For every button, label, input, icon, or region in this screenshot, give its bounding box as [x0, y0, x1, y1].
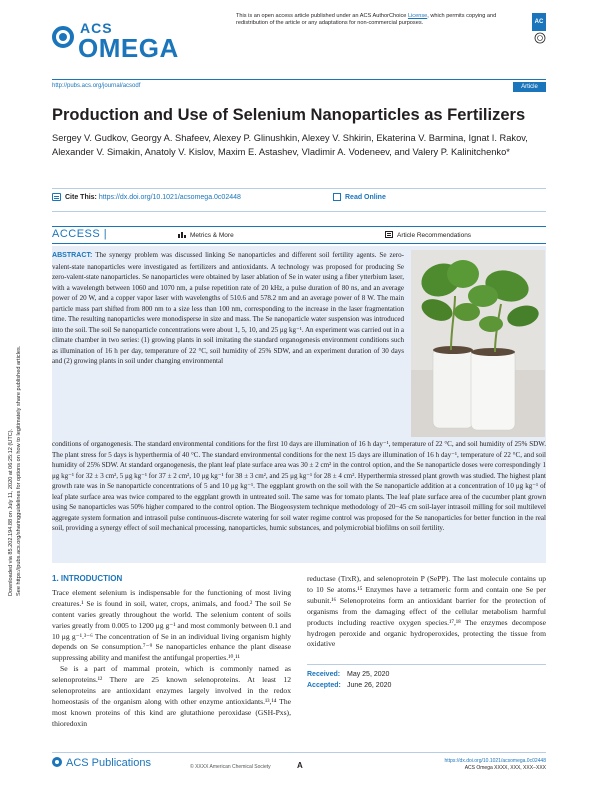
- article-type-tag: Article: [513, 82, 546, 92]
- footer-doi-link[interactable]: https://dx.doi.org/10.1021/acsomega.0c02448: [444, 758, 546, 764]
- abstract-part1: The synergy problem was discussed linking Se nanoparticles and different soil fertility agents. Se zero-valent-state nanoparticles were investigated as fertilizers and antioxidants. A technology was proposed for producing Se zero-valent-state nanoparticles. Se nanoparticles were obtained by laser ablation of Se in water using a fiber ytterbium laser, with a wavelength between 1060 and 1070 nm, a pulse repetition rate of 20 kHz, a pulse duration of 80 ns, and an average power of 20 W, and a copper vapor laser with wavelengths of 510.6 and 578.2 nm and an average power of 8 W. The main particle mass part shifted from 800 nm to a size less than 100 nm, corresponding to the increase in the laser fragmentation time. The resulting nanoparticles were monodisperse in size and mass. The Se nanoparticle water suspension was introduced into the soil. The soil Se nanoparticle concentrations were about 1, 5, 10, and 25 μg kg⁻¹. An experiment was carried out in a climate chamber in two series: (1) growing plants in soil imitating the standard organogenesis environment conditions such as illumination of 16 h per day, temperature of 22 °C, soil humidity of 25% SDW, and an experiment duration of 30 days and (2) growing plants in soil under changing environmental: [52, 251, 404, 365]
- open-access-notice: [236, 13, 526, 27]
- access-label: ACCESS |: [52, 228, 108, 240]
- acs-omega-logo-icon: [52, 26, 74, 48]
- acs-publications-icon: [52, 757, 62, 767]
- notice-text-post: , which permits copying and redistribution of the article or any adaptations for non-commercial purposes.: [236, 13, 497, 26]
- cite-this: [52, 193, 241, 201]
- accepted-date: June 26, 2020: [347, 682, 392, 689]
- cite-label: Cite This:: [65, 193, 97, 201]
- recommendations-icon: [385, 231, 393, 238]
- cite-icon: [52, 193, 61, 201]
- article-dates: [307, 669, 391, 691]
- plant-photo-graphical-abstract: [411, 250, 545, 437]
- footer-divider: [52, 752, 546, 753]
- received-row: [307, 669, 391, 680]
- read-online-icon: [333, 193, 341, 201]
- section-heading-introduction: 1. INTRODUCTION: [52, 574, 123, 583]
- footer-citation: [420, 758, 546, 772]
- abstract-text-top: [52, 250, 404, 367]
- dates-divider: [307, 664, 546, 665]
- download-note-line2: See https://pubs.acs.org/sharingguidelines for options on how to legitimately share published articles.: [16, 345, 22, 596]
- copyright: © XXXX American Chemical Society: [190, 764, 271, 770]
- acs-publications-logo: [52, 757, 151, 769]
- accepted-label: Accepted:: [307, 682, 341, 689]
- read-online-button[interactable]: [333, 193, 386, 201]
- author-list: Sergey V. Gudkov, Georgy A. Shafeev, Alexey P. Glinushkin, Alexey V. Shkirin, Ekaterina V. Barmina, Ignat I. Rakov, Alexander V. Simakin, Anatoly V. Kislov, Maxim E. Astashev, Vladimir A. Vodeneev, and Valery P. Kalinitchenko*: [52, 133, 528, 157]
- intro-paragraph-3: reductase (TrxR), and selenoprotein P (SePP). The last molecule contains up to 10 Se atoms.¹⁵ Enzymes have a tetrameric form and contain one Se per subunit.¹⁶ Selenoproteins form an antioxidant barrier for the protection of organisms from the damaging effect of the cellular metabolism harmful products including reactive oxygen species.¹⁷,¹⁸ The enzymes decompose hydrogen peroxide and organic hydroperoxides, protecting the tissue from oxidative: [307, 574, 546, 649]
- download-note: [2, 240, 28, 600]
- body-column-left: [52, 574, 291, 730]
- publisher-name: ACS Publications: [66, 757, 151, 769]
- logo-acs-text: ACS: [80, 20, 113, 36]
- body-column-right: [307, 574, 546, 650]
- received-label: Received:: [307, 671, 341, 678]
- journal-url-link[interactable]: http://pubs.acs.org/journal/acsodf: [52, 83, 141, 89]
- access-text: ACCESS: [52, 228, 101, 240]
- read-online-label: Read Online: [345, 193, 386, 201]
- page-number: A: [297, 761, 303, 770]
- recommendations-label: Article Recommendations: [397, 232, 472, 239]
- cite-divider-bottom: [52, 211, 546, 212]
- logo-omega-text: OMEGA: [78, 33, 179, 63]
- received-date: May 25, 2020: [347, 671, 390, 678]
- intro-paragraph-2: Se is a part of mammal protein, which is commonly named as selenoproteins.¹² There are 25 known selenoproteins. At least 12 selenoproteins are antioxidant enzymes largely involved in the redox homeostasis of the organism along with other enzyme antioxidants.¹³,¹⁴ The most known proteins of this kind are glutathione peroxidase (GSH-Pxs), thioredoxin: [52, 664, 291, 728]
- metrics-label: Metrics & More: [190, 232, 234, 239]
- license-link[interactable]: License: [407, 13, 428, 19]
- notice-text-pre: This is an open access article published under an ACS AuthorChoice: [236, 13, 408, 19]
- access-bar: [52, 226, 546, 244]
- seal-icon: [534, 32, 546, 44]
- header-divider: [52, 79, 546, 80]
- accepted-row: [307, 680, 391, 691]
- metrics-more-button[interactable]: [178, 231, 234, 239]
- authorchoice-badge: AC: [532, 13, 546, 31]
- cite-doi-link[interactable]: https://dx.doi.org/10.1021/acsomega.0c02448: [98, 193, 241, 201]
- footer-journal-citation: ACS Omega XXXX, XXX, XXX−XXX: [464, 765, 546, 771]
- bar-chart-icon: [178, 231, 186, 238]
- abstract-text-bottom: conditions of organogenesis. The standard environmental conditions for the first 10 days are illumination of 16 h day⁻¹, temperature of 22 °C, and soil humidity of 25% SDW. The plant stress for 5 days is hyperthermia of 40 °C. The standard environmental conditions for the next 15 days are illumination of 16 h day⁻¹, temperature of 22 °C, and soil humidity of 25% SDW. At standard organogenesis, the plant leaf plate surface area was 30 ± 2 cm² in the control option, and the Se nanoparticle doses were correspondingly 1 μg kg⁻¹ for 32 ± 3 cm², 5 μg kg⁻¹ for 37 ± 2 cm², 10 μg kg⁻¹ for 38 ± 3 cm², and 25 μg kg⁻¹ for 28 ± 4 cm². Hyperthermia stressed plant growth was studied. The highest plant growth rate was in Se nanoparticle concentrations of 5 and 10 μg kg⁻¹. The eggplant growth on the soil with the Se nanoparticle addition at a concentration of 10 μg kg⁻¹ of leaf plate surface area was twice compared to the eggplant growth in untreated soil. The same was for tomato plants. The leaf plate surface area of the cucumber plant grown using Se nanoparticles was 50% higher compared to the control option. The Biogeosystem technique methodology of 20−45 cm soil-layer intrasoil milling for soil multilevel aggregate system formation and intrasoil pulse continuous-discrete watering for soil water regime control was proposed for the Se nanoparticles for better function in the real soil, providing a synergy effect of soil mechanical processing, nanoparticles, humic substances, and polymicrobial biofilms on soil fertility.: [52, 440, 546, 532]
- article-title: Production and Use of Selenium Nanoparticles as Fertilizers: [52, 106, 526, 124]
- intro-paragraph-1: Trace element selenium is indispensable for the functioning of most living creatures.¹ Se is found in soil, water, crops, animals, and food.² The soil Se content varies greatly throughout the world. The selenium content of soils varies greatly from 0.005 to 1200 μg g⁻¹ and most commonly between 0.1 and 10 μg g⁻¹.³⁻⁶ The concentration of Se in an individual living organism highly depends on Se consumption.⁷⁻⁹ Se nanoparticles enhance the plant disease suppressing ability and manifest the antifungal properties.¹⁰,¹¹: [52, 587, 291, 663]
- download-note-line1: Downloaded via 85.202.194.88 on July 11, 2020 at 06:25:12 (UTC).: [8, 428, 14, 596]
- cite-divider-top: [52, 188, 546, 189]
- abstract-label: ABSTRACT:: [52, 252, 93, 259]
- journal-seal: [534, 32, 546, 45]
- article-recommendations-button[interactable]: [385, 231, 471, 239]
